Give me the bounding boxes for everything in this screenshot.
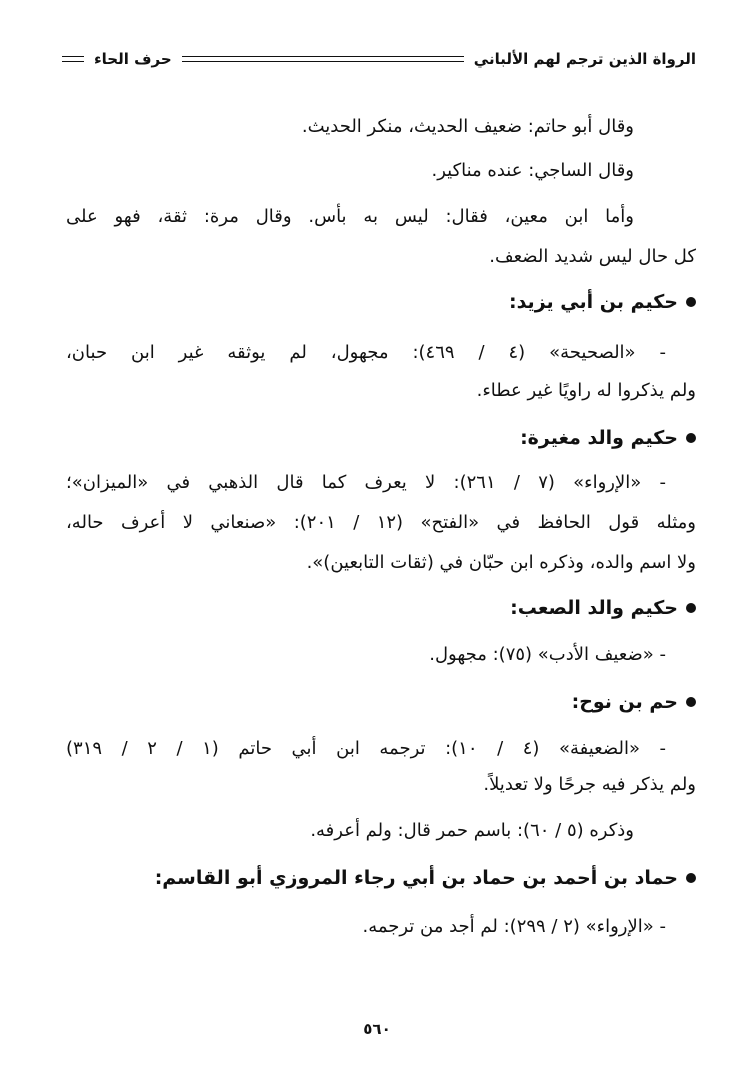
text-line: ومثله قول الحافظ في «الفتح» (١٢ / ٢٠١): «صنعاني لا أعرف حاله،	[66, 512, 696, 533]
text-line: - «الضعيفة» (٤ / ١٠): ترجمه ابن أبي حاتم (١ / ٢ / ٣١٩)	[66, 738, 667, 759]
entry-heading	[66, 686, 696, 718]
header-chapter-title: حرف الحاء	[94, 50, 172, 68]
text-line: وقال الساجي: عنده مناكير.	[431, 160, 634, 181]
bullet-icon	[686, 603, 696, 613]
bullet-icon	[686, 433, 696, 443]
text-line: ولا اسم والده، وذكره ابن حبّان في (ثقات التابعين)».	[306, 552, 696, 573]
text-line: كل حال ليس شديد الضعف.	[489, 246, 696, 267]
entry-heading	[66, 862, 696, 894]
header-book-title: الرواة الذين ترجم لهم الألباني	[473, 50, 696, 68]
text-line: - «الصحيحة» (٤ / ٤٦٩): مجهول، لم يوثقه غير ابن حبان،	[66, 342, 666, 363]
running-header	[62, 44, 696, 74]
text-line: - «ضعيف الأدب» (٧٥): مجهول.	[429, 644, 666, 665]
text-line: وذكره (٥ / ٦٠): باسم حمر قال: ولم أعرفه.	[310, 820, 634, 841]
text-line: ولم يذكر فيه جرحًا ولا تعديلاً.	[483, 774, 696, 795]
text-line: ولم يذكروا له راويًا غير عطاء.	[476, 380, 696, 401]
entry-heading	[66, 422, 696, 454]
entry-name: حكيم بن أبي يزيد:	[508, 291, 678, 313]
entry-heading	[66, 592, 696, 624]
header-rule	[182, 56, 464, 62]
entry-heading	[66, 286, 696, 318]
entry-name: حم بن نوح:	[571, 691, 678, 713]
bullet-icon	[686, 697, 696, 707]
text-line: - «الإرواء» (٢ / ٢٩٩): لم أجد من ترجمه.	[362, 916, 666, 937]
entry-name: حكيم والد الصعب:	[510, 597, 678, 619]
bullet-icon	[686, 297, 696, 307]
header-rule-end	[62, 56, 84, 62]
entry-name: حكيم والد مغيرة:	[520, 427, 678, 449]
text-line: وأما ابن معين، فقال: ليس به بأس. وقال مرة: ثقة، فهو على	[66, 206, 634, 227]
text-line: وقال أبو حاتم: ضعيف الحديث، منكر الحديث.	[301, 116, 634, 137]
entry-name: حماد بن أحمد بن حماد بن أبي رجاء المروزي أبو القاسم:	[154, 867, 678, 889]
text-line: - «الإرواء» (٧ / ٢٦١): لا يعرف كما قال الذهبي في «الميزان»؛	[66, 472, 666, 493]
bullet-icon	[686, 873, 696, 883]
page-number: ٥٦٠	[363, 1020, 391, 1038]
